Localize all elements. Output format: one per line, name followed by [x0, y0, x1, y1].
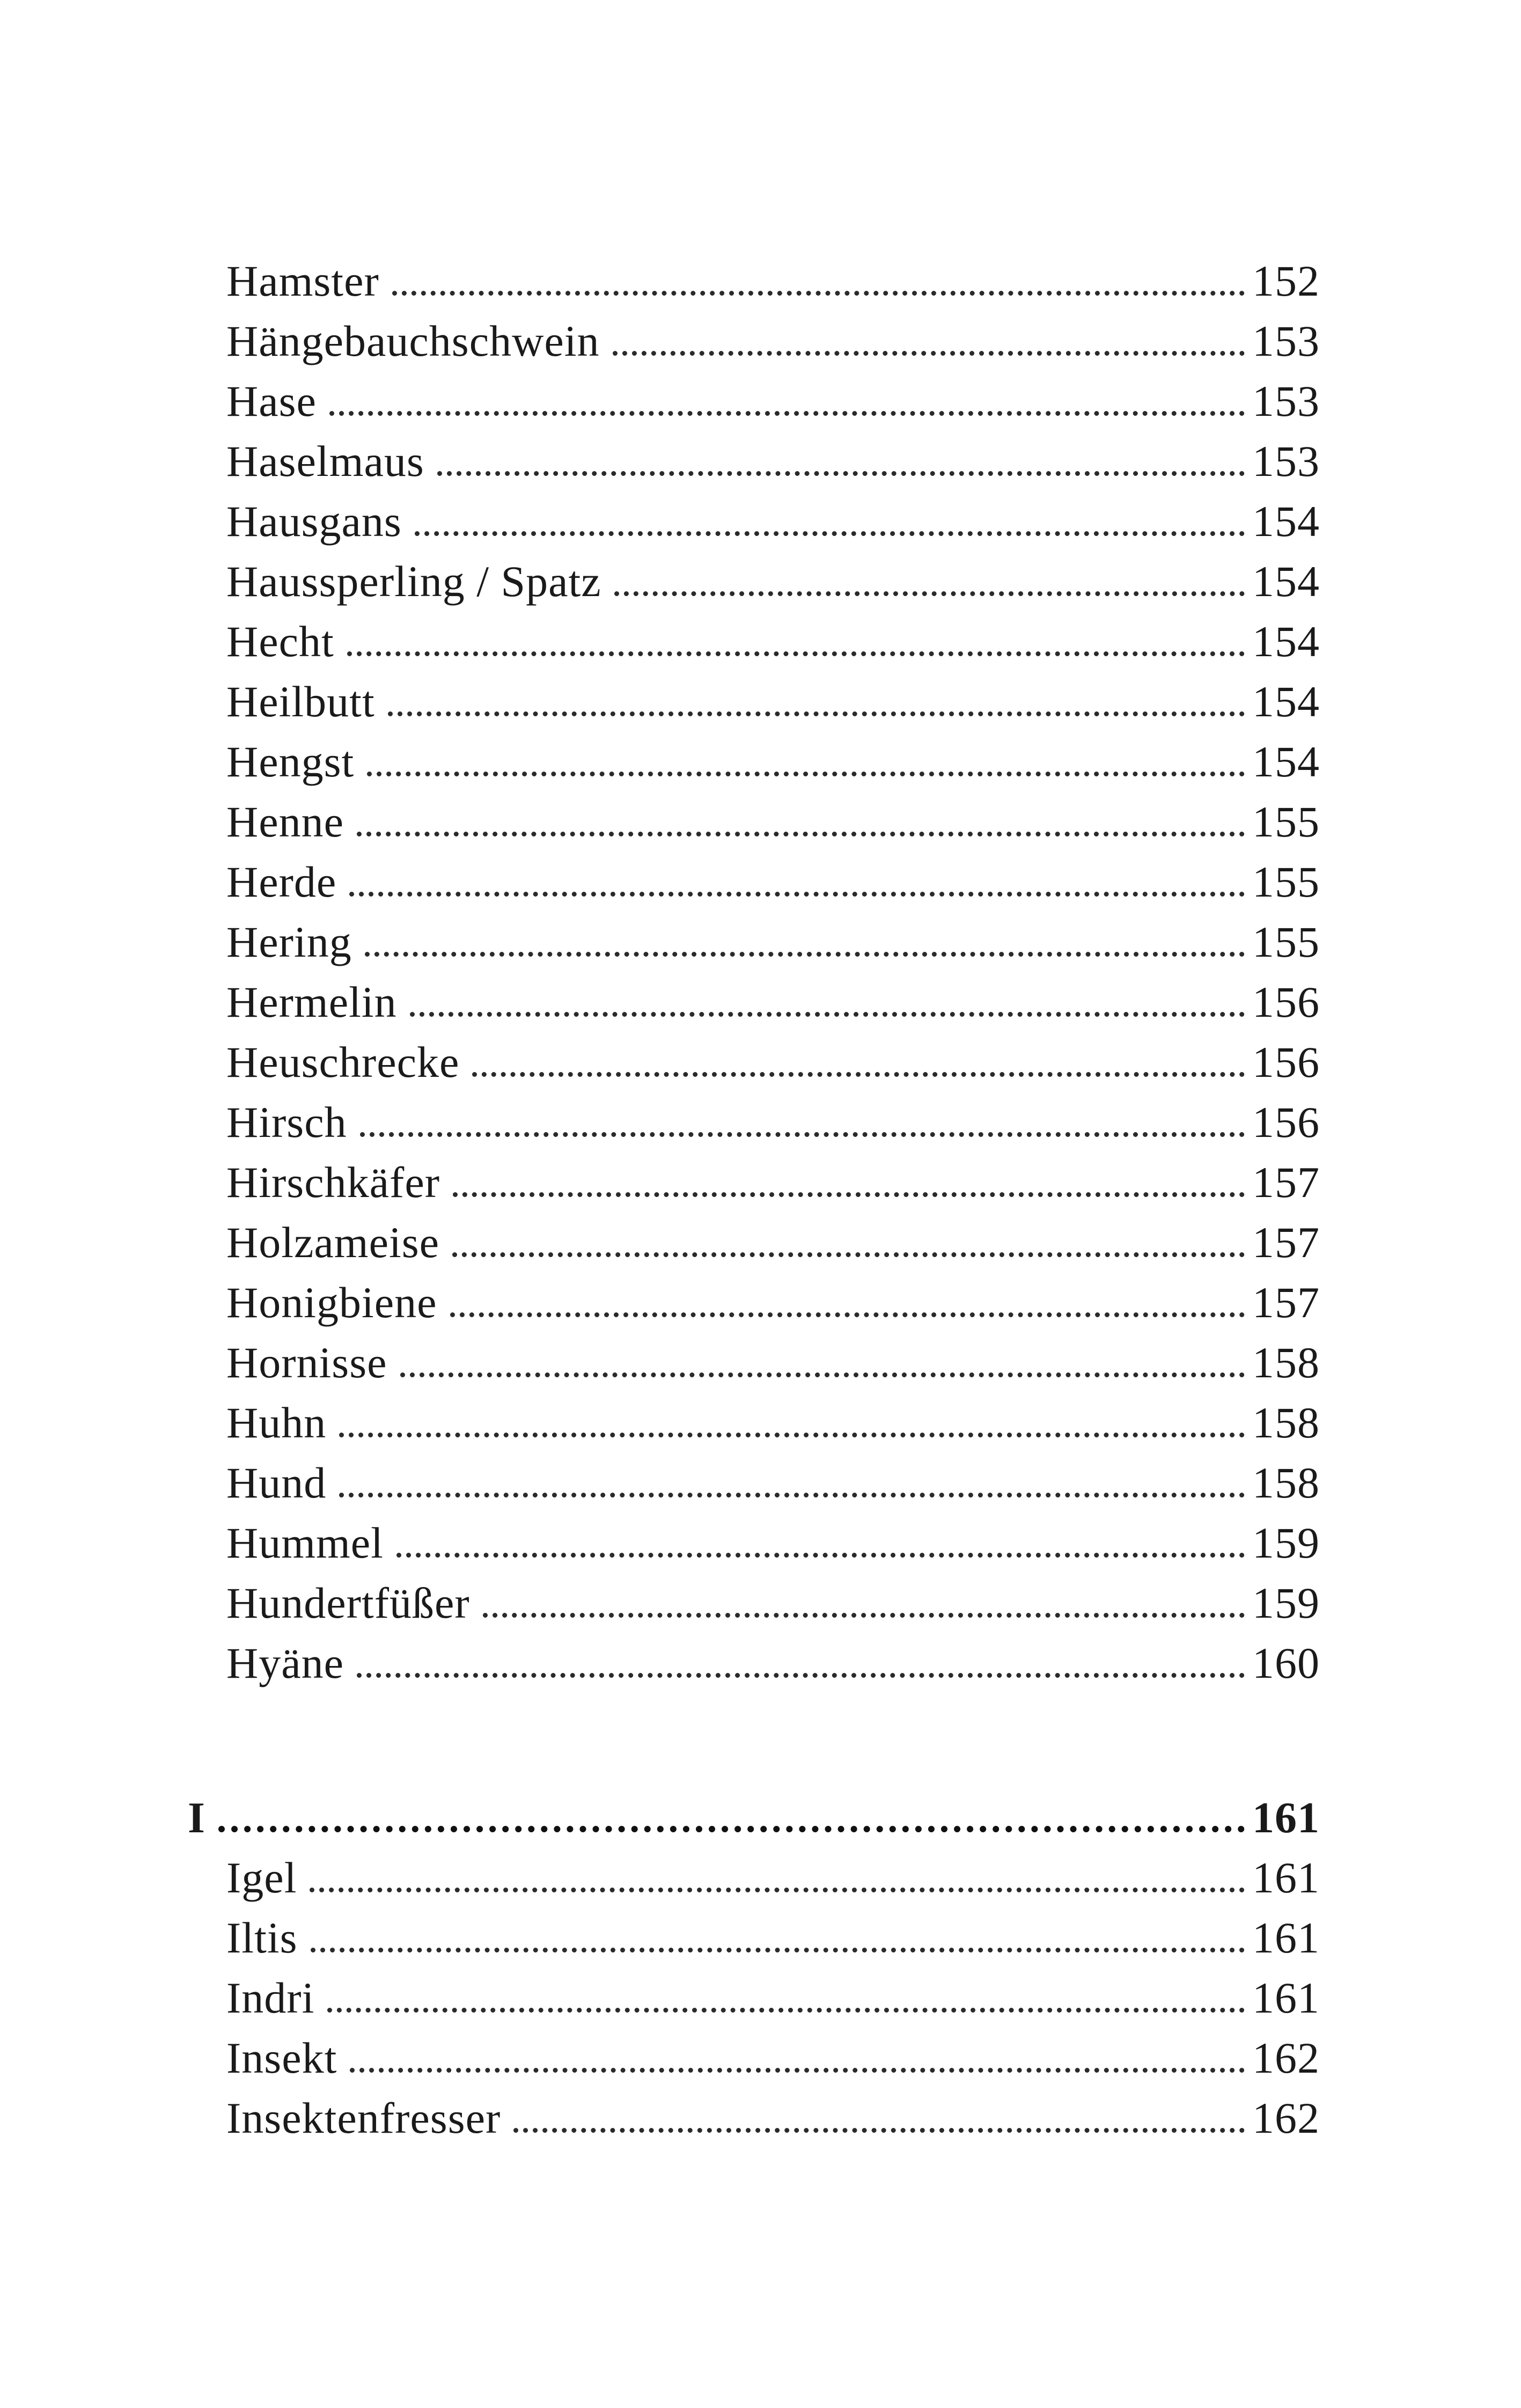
index-entry	[188, 1453, 1320, 1513]
page-number: 156	[1252, 1098, 1320, 1147]
dot-leader	[367, 761, 1245, 776]
page-number: 153	[1252, 437, 1320, 486]
index-entry	[188, 732, 1320, 792]
index-entry	[188, 552, 1320, 612]
dot-leader	[513, 2117, 1245, 2133]
entry-name: Henne	[226, 797, 344, 846]
dot-leader	[347, 641, 1245, 656]
index-entry	[188, 1848, 1320, 1908]
page-number: 155	[1252, 917, 1320, 966]
entry-name: Hamster	[226, 256, 379, 305]
entry-name: Honigbiene	[226, 1278, 437, 1327]
page-number: 153	[1252, 317, 1320, 365]
index-entry	[188, 852, 1320, 912]
page-number: 153	[1252, 377, 1320, 425]
section-letter: I	[188, 1793, 205, 1842]
dot-leader	[360, 1121, 1245, 1137]
entry-name: Hengst	[226, 737, 355, 786]
entry-name: Hermelin	[226, 978, 397, 1026]
index-entry	[188, 2088, 1320, 2148]
page-number: 157	[1252, 1158, 1320, 1207]
dot-leader	[415, 520, 1245, 536]
page-number: 159	[1252, 1518, 1320, 1567]
dot-leader	[339, 1422, 1245, 1437]
dot-leader	[357, 1662, 1245, 1678]
index-entry	[188, 672, 1320, 732]
page-number: 161	[1252, 1793, 1320, 1842]
index-entry	[188, 2028, 1320, 2088]
entry-name: Hase	[226, 377, 317, 425]
page-number: 156	[1252, 1038, 1320, 1086]
dot-leader	[311, 1937, 1245, 1952]
index-entry	[188, 1633, 1320, 1693]
dot-leader	[452, 1242, 1245, 1257]
dot-leader	[365, 941, 1245, 957]
entry-name: Hausgans	[226, 497, 402, 546]
dot-leader	[350, 2057, 1245, 2073]
page-number: 162	[1252, 2094, 1320, 2142]
page-number: 154	[1252, 737, 1320, 786]
dot-leader	[357, 821, 1245, 836]
dot-leader	[349, 881, 1245, 897]
dot-leader	[483, 1602, 1245, 1618]
index-entry	[188, 371, 1320, 431]
page-number: 158	[1252, 1338, 1320, 1387]
page-number: 161	[1252, 1973, 1320, 2022]
page-number: 155	[1252, 857, 1320, 906]
index-entry	[188, 251, 1320, 311]
index-entry	[188, 912, 1320, 972]
index-entry	[188, 311, 1320, 371]
dot-leader	[392, 280, 1245, 296]
page-number: 162	[1252, 2033, 1320, 2082]
index-entry	[188, 1032, 1320, 1092]
page-number: 154	[1252, 677, 1320, 726]
entry-name: Hirschkäfer	[226, 1158, 440, 1207]
page-number: 152	[1252, 256, 1320, 305]
index-entry	[188, 1573, 1320, 1633]
entry-name: Igel	[226, 1853, 297, 1902]
dot-leader	[310, 1877, 1245, 1892]
dot-leader	[327, 1997, 1245, 2013]
dot-leader	[388, 701, 1245, 716]
dot-leader	[410, 1001, 1245, 1017]
index-entry	[188, 1513, 1320, 1573]
entry-name: Indri	[226, 1973, 315, 2022]
entry-name: Hyäne	[226, 1639, 344, 1687]
dot-leader	[339, 1482, 1245, 1497]
dot-leader	[613, 340, 1245, 356]
page-number: 154	[1252, 617, 1320, 666]
page-number: 158	[1252, 1398, 1320, 1447]
index-entry	[188, 1333, 1320, 1393]
index-entry	[188, 491, 1320, 552]
index-entry	[188, 1092, 1320, 1152]
entry-name: Holzameise	[226, 1218, 440, 1267]
page-number: 154	[1252, 497, 1320, 546]
entry-name: Hummel	[226, 1518, 384, 1567]
entry-name: Hering	[226, 917, 352, 966]
entry-name: Herde	[226, 857, 337, 906]
index-entry	[188, 1273, 1320, 1333]
page-number: 159	[1252, 1579, 1320, 1627]
entry-name: Hundertfüßer	[226, 1579, 470, 1627]
entry-name: Insektenfresser	[226, 2094, 501, 2142]
index-entry	[188, 1213, 1320, 1273]
dot-leader	[453, 1181, 1245, 1197]
entry-name: Heuschrecke	[226, 1038, 460, 1086]
dot-leader	[329, 400, 1245, 416]
index-entry	[188, 431, 1320, 491]
entry-name: Hecht	[226, 617, 334, 666]
entry-name: Iltis	[226, 1913, 298, 1962]
dot-leader	[396, 1542, 1245, 1558]
entry-name: Hirsch	[226, 1098, 347, 1147]
page-number: 157	[1252, 1278, 1320, 1327]
entry-name: Insekt	[226, 2033, 337, 2082]
entry-name: Hornisse	[226, 1338, 387, 1387]
entry-name: Haselmaus	[226, 437, 424, 486]
dot-leader	[218, 1815, 1245, 1832]
dot-leader	[400, 1362, 1245, 1377]
dot-leader	[614, 581, 1245, 596]
entry-name: Heilbutt	[226, 677, 375, 726]
page-number: 155	[1252, 797, 1320, 846]
page-number: 156	[1252, 978, 1320, 1026]
index-entry	[188, 1393, 1320, 1453]
dot-leader	[450, 1302, 1245, 1317]
entry-name: Hund	[226, 1458, 327, 1507]
page-number: 158	[1252, 1458, 1320, 1507]
index-list	[188, 251, 1320, 2148]
page-number: 160	[1252, 1639, 1320, 1687]
index-entry	[188, 612, 1320, 672]
entry-name: Haussperling / Spatz	[226, 557, 601, 606]
index-entry	[188, 1908, 1320, 1968]
dot-leader	[437, 460, 1245, 476]
section-gap	[188, 1693, 1320, 1788]
page-number: 154	[1252, 557, 1320, 606]
index-entry	[188, 972, 1320, 1032]
entry-name: Huhn	[226, 1398, 327, 1447]
index-entry	[188, 1152, 1320, 1213]
index-entry	[188, 792, 1320, 852]
page-number: 157	[1252, 1218, 1320, 1267]
index-section	[188, 1788, 1320, 2148]
page-number: 161	[1252, 1853, 1320, 1902]
entry-name: Hängebauchschwein	[226, 317, 600, 365]
dot-leader	[472, 1061, 1245, 1077]
page-number: 161	[1252, 1913, 1320, 1962]
index-section	[188, 251, 1320, 1693]
index-entry	[188, 1968, 1320, 2028]
section-heading	[188, 1788, 1320, 1848]
